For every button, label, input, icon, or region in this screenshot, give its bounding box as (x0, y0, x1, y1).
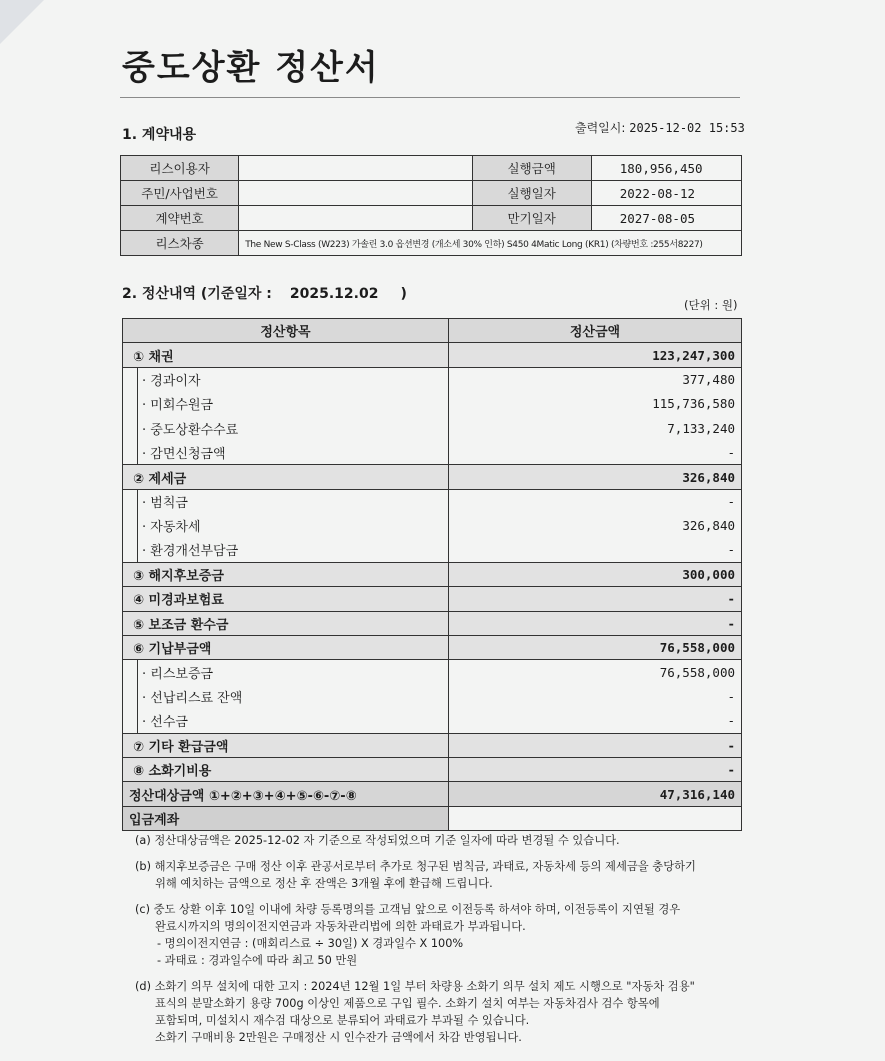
settlement-item: ③ 해지후보증금 (123, 562, 449, 586)
contract-label: 만기일자 (472, 206, 591, 231)
settlement-item: ① 채권 (123, 343, 449, 367)
total-row (123, 782, 742, 806)
unit-label: (단위 : 원) (684, 298, 738, 312)
settlement-amount: - (449, 440, 742, 464)
settlement-sub-row (123, 538, 742, 562)
document-title: 중도상환 정산서 (122, 48, 380, 88)
settlement-main-row (123, 636, 742, 660)
settlement-item: ⑦ 기타 환급금액 (123, 733, 449, 757)
settlement-subitem: · 범칙금 (138, 489, 449, 513)
indent-gutter (123, 367, 138, 391)
settlement-subitem: · 자동차세 (138, 514, 449, 538)
settlement-sub-row (123, 660, 742, 684)
note-line: - 명의이전지연금 : (매회리스료 ÷ 30일) X 경과일수 X 100% (157, 937, 464, 950)
settlement-sub-row (123, 367, 742, 391)
settlement-main-row (123, 343, 742, 367)
contract-value (239, 206, 472, 231)
printed-label: 출력일시: (575, 121, 626, 135)
indent-gutter (123, 440, 138, 464)
settlement-subitem: · 환경개선부담금 (138, 538, 449, 562)
settlement-amount: - (449, 489, 742, 513)
settlement-amount: 76,558,000 (449, 636, 742, 660)
settlement-subitem: · 선납리스료 잔액 (138, 684, 449, 708)
settlement-subitem: · 리스보증금 (138, 660, 449, 684)
contract-row (121, 156, 742, 181)
settlement-amount: 76,558,000 (449, 660, 742, 684)
settlement-section-heading (122, 283, 407, 303)
settlement-sub-row (123, 514, 742, 538)
contract-row (121, 181, 742, 206)
settlement-main-row (123, 611, 742, 635)
settlement-main-row (123, 465, 742, 489)
heading-close-paren: ) (400, 286, 407, 302)
settlement-amount: 377,480 (449, 367, 742, 391)
contract-label: 리스이용자 (121, 156, 239, 181)
settlement-main-row (123, 562, 742, 586)
note-line: (d) 소화기 의무 설치에 대한 고지 : 2024년 12월 1일 부터 차량용 소화기 의무 설치 제도 시행으로 "자동차 검용" (135, 980, 695, 993)
settlement-sub-row (123, 684, 742, 708)
total-label: 정산대상금액 ①+②+③+④+⑤-⑥-⑦-⑧ (123, 782, 449, 806)
contract-row (121, 231, 742, 256)
settlement-amount: 300,000 (449, 562, 742, 586)
account-row (123, 806, 742, 830)
settlement-sub-row (123, 416, 742, 440)
car-value: The New S-Class (W223) 가솔린 3.0 옵션변경 (개소세 30% 인하) S450 4Matic Long (KR1) (차량번호 :255서8227) (239, 231, 742, 256)
column-header-amount: 정산금액 (449, 319, 742, 343)
note-line: (b) 해지후보증금은 구매 정산 이후 관공서로부터 추가로 청구된 범칙금, 과태료, 자동차세 등의 제세금을 충당하기 (135, 860, 696, 873)
note-line: 포함되며, 미설치시 재수검 대상으로 분류되어 과태료가 부과될 수 있습니다. (155, 1014, 530, 1027)
settlement-subitem: · 감면신청금액 (138, 440, 449, 464)
settlement-amount: 123,247,300 (449, 343, 742, 367)
settlement-item: ⑤ 보조금 환수금 (123, 611, 449, 635)
settlement-item: ② 제세금 (123, 465, 449, 489)
settlement-amount: - (449, 758, 742, 782)
settlement-amount: - (449, 733, 742, 757)
indent-gutter (123, 684, 138, 708)
settlement-amount: - (449, 538, 742, 562)
indent-gutter (123, 514, 138, 538)
note-line: (a) 정산대상금액은 2025-12-02 자 기준으로 작성되었으며 기준 일자에 따라 변경될 수 있습니다. (135, 834, 620, 847)
contract-label: 실행일자 (472, 181, 591, 206)
settlement-heading-label: 2. 정산내역 (기준일자 : (122, 286, 272, 302)
settlement-item: ④ 미경과보험료 (123, 587, 449, 611)
note-line: 소화기 구매비용 2만원은 구매정산 시 인수잔가 금액에서 차감 반영됩니다. (155, 1031, 522, 1044)
contract-value (239, 156, 472, 181)
settlement-amount: - (449, 684, 742, 708)
printed-value: 2025-12-02 15:53 (629, 121, 745, 135)
base-date: 2025.12.02 (289, 286, 379, 302)
settlement-item: ⑧ 소화기비용 (123, 758, 449, 782)
note-line: 표식의 분말소화기 용량 700g 이상인 제품으로 구입 필수. 소화기 설치 여부는 자동차검사 검수 항목에 (155, 997, 660, 1010)
settlement-sub-row (123, 440, 742, 464)
contract-value: 180,956,450 (591, 156, 741, 181)
notes (135, 832, 750, 1055)
car-label: 리스차종 (121, 231, 239, 256)
account-label: 입금계좌 (123, 806, 449, 830)
settlement-main-row (123, 587, 742, 611)
settlement-subitem: · 경과이자 (138, 367, 449, 391)
indent-gutter (123, 660, 138, 684)
note-a (135, 832, 750, 849)
contract-value (239, 181, 472, 206)
settlement-subitem: · 선수금 (138, 709, 449, 733)
settlement-subitem: · 중도상환수수료 (138, 416, 449, 440)
settlement-amount: 115,736,580 (449, 392, 742, 416)
settlement-table (122, 318, 742, 831)
settlement-sub-row (123, 489, 742, 513)
contract-table (120, 155, 742, 256)
note-line: (c) 중도 상환 이후 10일 이내에 차량 등록명의를 고객님 앞으로 이전등록 하셔야 하며, 이전등록이 지연될 경우 (135, 903, 681, 916)
note-d (135, 978, 750, 1046)
contract-label: 실행금액 (472, 156, 591, 181)
indent-gutter (123, 709, 138, 733)
contract-row (121, 206, 742, 231)
total-amount: 47,316,140 (449, 782, 742, 806)
note-line: 위해 예치하는 금액으로 정산 후 잔액은 3개월 후에 환급해 드립니다. (155, 877, 493, 890)
contract-label: 계약번호 (121, 206, 239, 231)
settlement-amount: - (449, 587, 742, 611)
settlement-amount: 7,133,240 (449, 416, 742, 440)
contract-label: 주민/사업번호 (121, 181, 239, 206)
account-value (449, 806, 742, 830)
indent-gutter (123, 416, 138, 440)
settlement-amount: - (449, 611, 742, 635)
table-header (123, 319, 742, 343)
settlement-main-row (123, 758, 742, 782)
settlement-amount: 326,840 (449, 514, 742, 538)
note-b (135, 858, 750, 892)
indent-gutter (123, 538, 138, 562)
indent-gutter (123, 392, 138, 416)
page-corner-fold (0, 0, 44, 44)
note-line: - 과태료 : 경과일수에 따라 최고 50 만원 (157, 954, 358, 967)
contract-value: 2027-08-05 (591, 206, 741, 231)
contract-value: 2022-08-12 (591, 181, 741, 206)
contract-section-heading: 1. 계약내용 (122, 127, 197, 143)
indent-gutter (123, 489, 138, 513)
note-c (135, 901, 750, 969)
column-header-item: 정산항목 (123, 319, 449, 343)
settlement-amount: - (449, 709, 742, 733)
printed-at (575, 119, 745, 136)
settlement-main-row (123, 733, 742, 757)
settlement-sub-row (123, 709, 742, 733)
settlement-amount: 326,840 (449, 465, 742, 489)
settlement-sub-row (123, 392, 742, 416)
note-line: 완료시까지의 명의이전지연금과 자동차관리법에 의한 과태료가 부과됩니다. (155, 920, 526, 933)
title-rule (120, 97, 740, 98)
settlement-item: ⑥ 기납부금액 (123, 636, 449, 660)
settlement-subitem: · 미회수원금 (138, 392, 449, 416)
